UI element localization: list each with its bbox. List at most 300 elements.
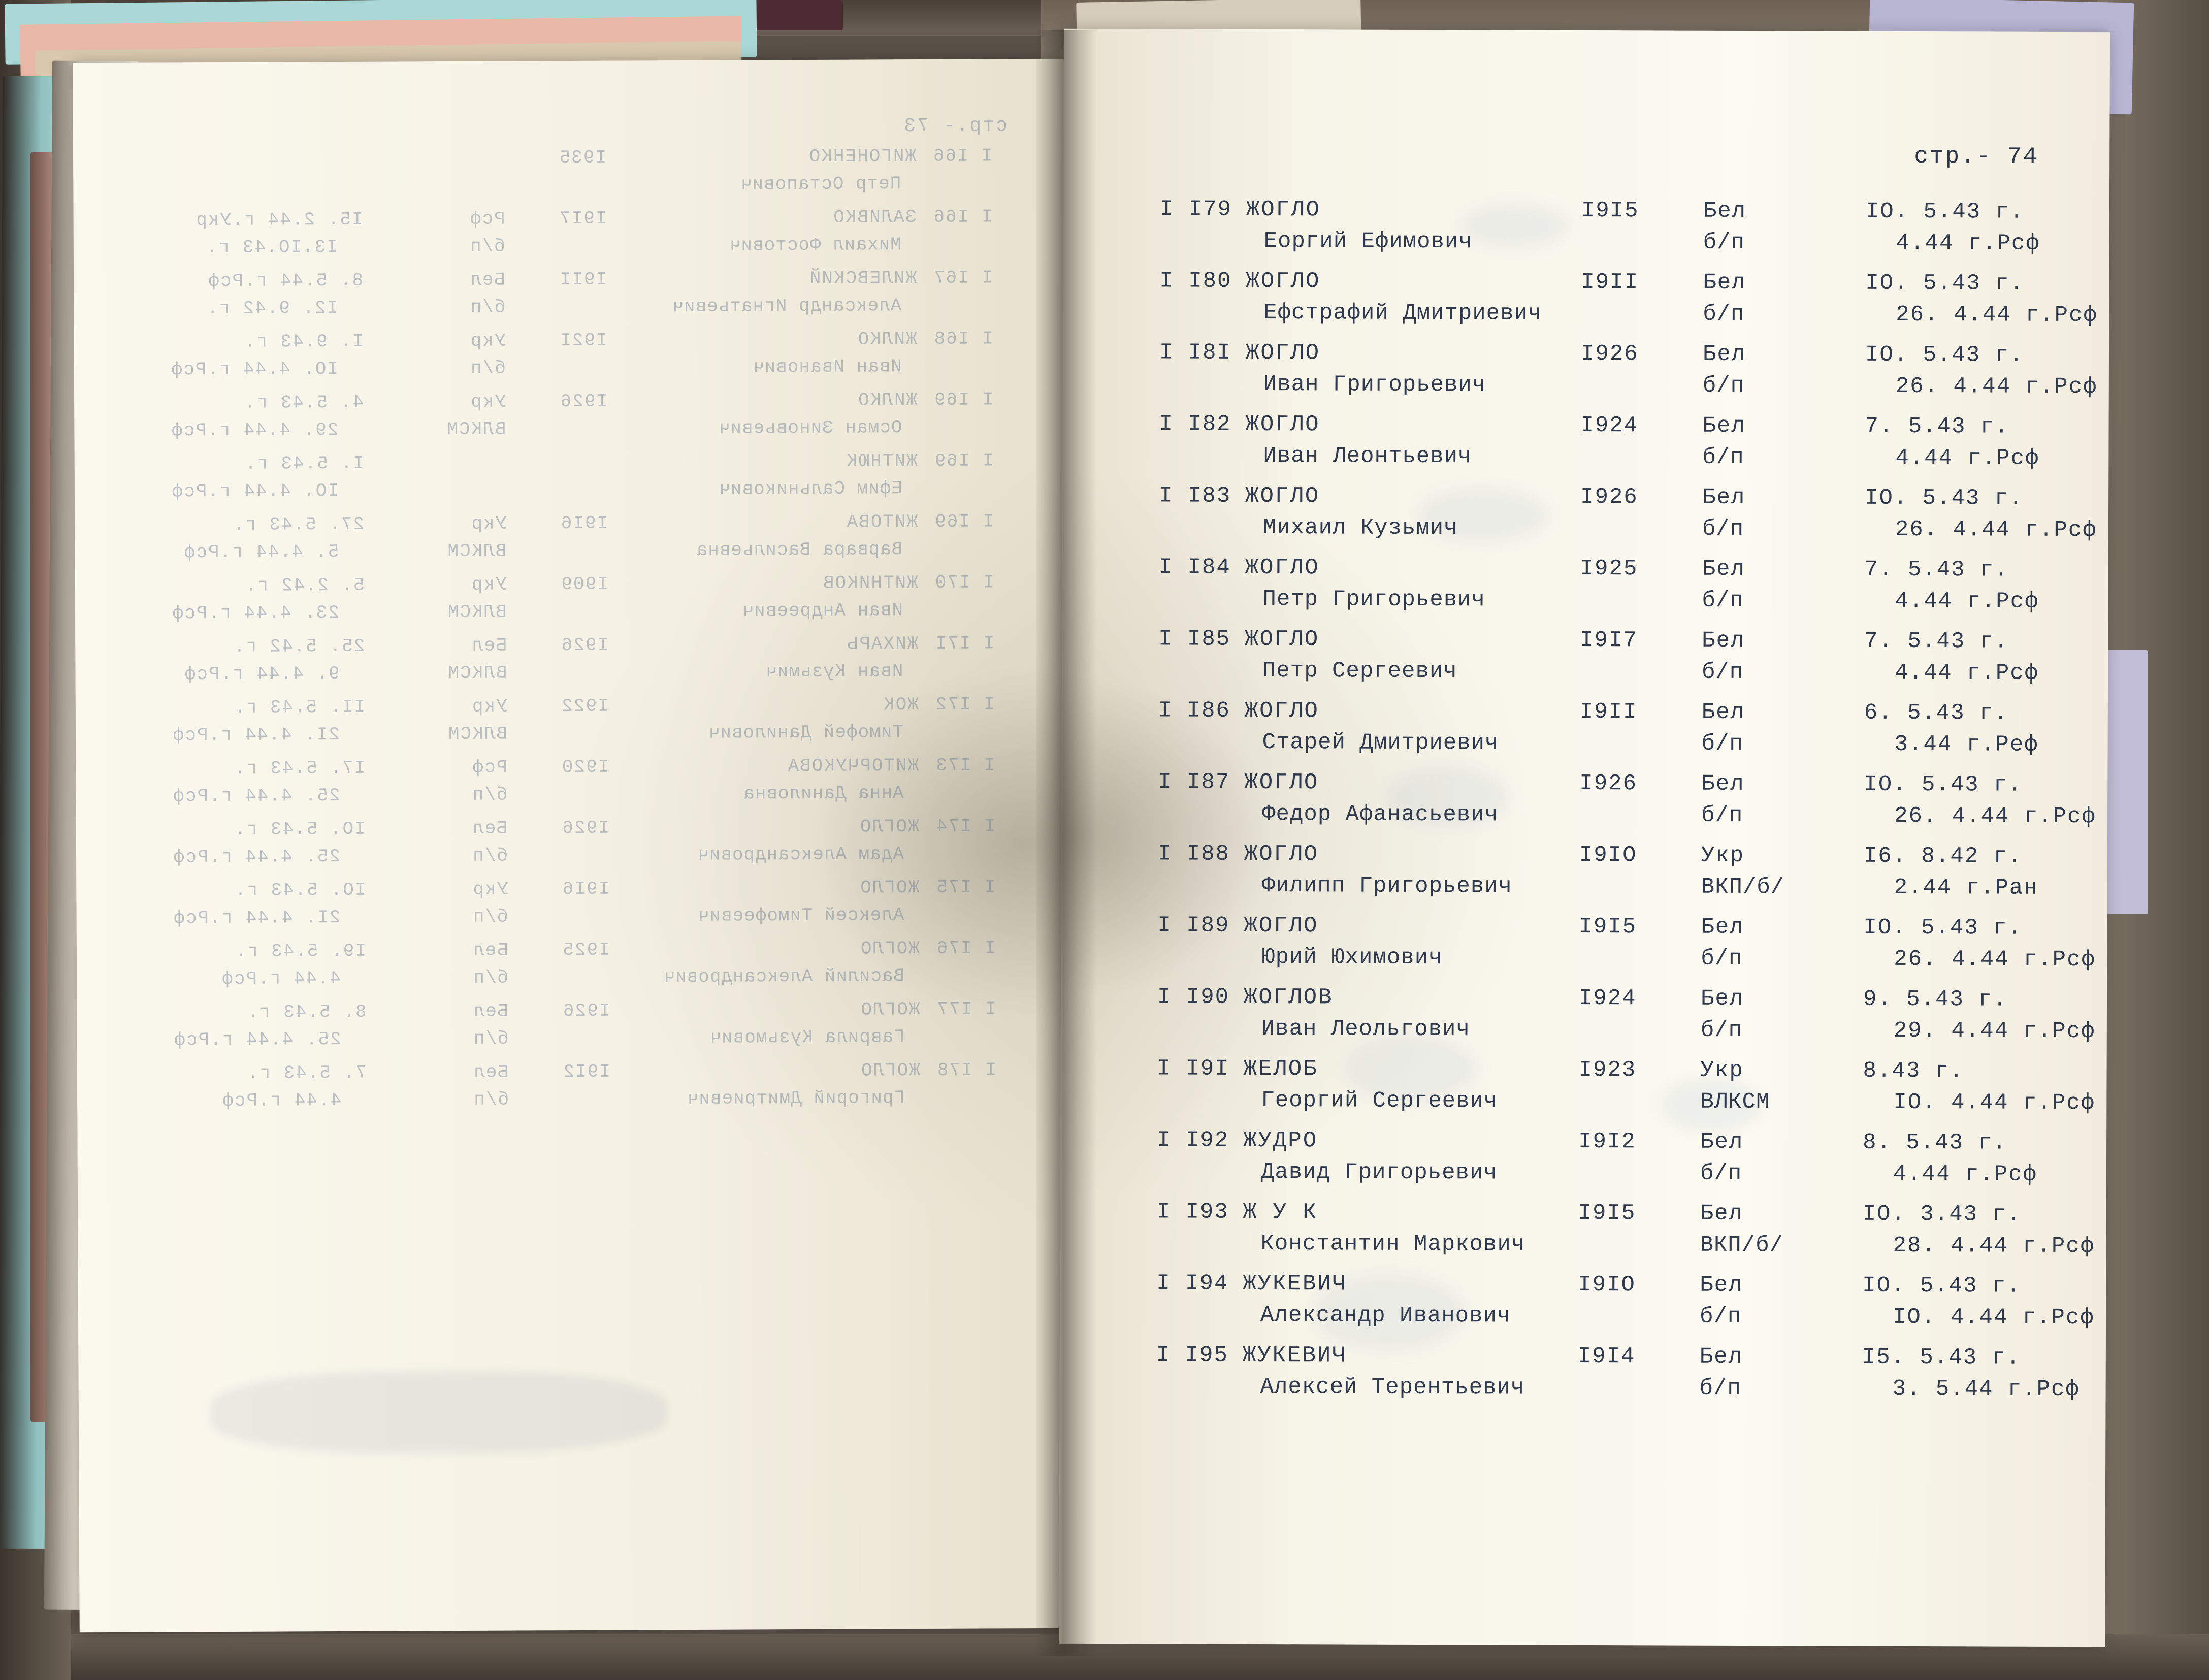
entry-given-name: Ефим Сальникович xyxy=(719,478,903,500)
entry-birth-year: I9I7 xyxy=(1580,627,1638,654)
table-row-showthrough xyxy=(129,206,993,271)
entry-birth-year: I926 xyxy=(559,391,608,412)
entry-given-name: Петр Григорьевич xyxy=(1262,587,1486,613)
entry-line-primary xyxy=(1158,626,2062,661)
entry-surname: ЖОГЛО xyxy=(859,877,920,898)
entry-birth-year: I924 xyxy=(1580,412,1639,439)
entry-number: I I80 xyxy=(1159,268,1232,294)
table-row xyxy=(1160,197,2064,271)
entry-party-status: ВКП/б/ xyxy=(1701,874,1785,900)
entry-birth-year: I9I6 xyxy=(560,512,608,534)
entry-birth-year: I920 xyxy=(561,756,609,778)
entry-date-primary: IO. 5.43 г. xyxy=(1865,199,2025,225)
entry-date-secondary: 4.44 г.Рсф xyxy=(1896,230,2040,256)
table-row xyxy=(1159,411,2063,486)
entry-party-status: б/п xyxy=(1701,659,1744,685)
entry-party-status: ВЛКСМ xyxy=(447,723,508,745)
entry-party-status: б/п xyxy=(469,358,506,379)
entry-surname: ЖОГЛО xyxy=(1246,197,1321,223)
entry-party-status: б/п xyxy=(1699,1375,1741,1401)
entry-party-status: ВЛКСМ xyxy=(1700,1089,1770,1115)
entry-date-primary: 7. 5.43 г. xyxy=(1865,413,2009,440)
table-row-showthrough xyxy=(133,938,996,1002)
entry-party-status: б/п xyxy=(1702,444,1744,470)
table-row-showthrough xyxy=(129,267,993,332)
entry-date-secondary: 26. 4.44 г.Рсф xyxy=(1895,516,2097,543)
entry-number: I I67 xyxy=(933,267,993,288)
entry-given-name: Георгий Сергеевич xyxy=(1261,1088,1498,1114)
entry-line-primary xyxy=(1160,197,2064,231)
left-page xyxy=(73,59,1075,1633)
entry-surname: ЖОГЛО xyxy=(859,816,919,837)
table-row-showthrough xyxy=(130,389,994,454)
table-row-showthrough xyxy=(133,998,996,1063)
table-row-showthrough xyxy=(133,1059,997,1124)
table-row-showthrough xyxy=(132,694,995,758)
entry-number: I I79 xyxy=(1159,197,1232,222)
entry-nationality: Укр xyxy=(1700,1057,1744,1083)
entry-number: I I82 xyxy=(1159,411,1231,437)
entry-surname: ЖЕЛОБ xyxy=(1243,1056,1318,1082)
entry-line-secondary xyxy=(1156,1374,2080,1408)
entry-birth-year: I9I6 xyxy=(561,878,610,900)
left-page-entry-list xyxy=(129,145,996,1124)
entry-birth-year: I9I2 xyxy=(1578,1128,1636,1155)
entry-line-secondary xyxy=(1156,1302,2095,1337)
entry-party-status: б/п xyxy=(1699,1304,1742,1330)
entry-date-secondary: 4.44 г.Рсф xyxy=(221,968,341,990)
entry-birth-year: I926 xyxy=(562,1000,610,1022)
entry-date-primary: I. 5.43 г. xyxy=(244,453,364,474)
entry-birth-year: I9I5 xyxy=(1581,198,1639,224)
entry-date-primary: II. 5.43 г. xyxy=(233,696,365,718)
entry-nationality: Бел xyxy=(1700,1201,1743,1226)
entry-surname: ЖИТНЮК xyxy=(845,450,918,472)
entry-line-primary xyxy=(1157,1199,2061,1234)
entry-nationality: Бел xyxy=(1701,699,1745,725)
entry-date-primary: IO. 5.43 г. xyxy=(1865,270,2024,297)
entry-nationality: Бел xyxy=(1700,1129,1744,1155)
entry-given-name: Тимофей Данилович xyxy=(708,722,904,744)
entry-line-secondary xyxy=(1158,729,2062,764)
entry-number: I I93 xyxy=(1156,1199,1229,1225)
entry-line-primary-showthrough xyxy=(129,206,993,238)
entry-nationality: Бел xyxy=(471,818,508,839)
table-row-showthrough xyxy=(131,572,995,636)
entry-surname: ЖОГЛОВ xyxy=(1243,984,1334,1011)
entry-date-primary: IO. 5.43 г. xyxy=(1862,1273,2021,1299)
table-row xyxy=(1158,841,2062,916)
entry-line-secondary-showthrough xyxy=(132,721,995,753)
entry-number: I I7I xyxy=(934,633,995,654)
entry-surname: ЖИЛКО xyxy=(857,329,917,350)
entry-surname: ЖОГЛО xyxy=(1244,913,1319,939)
entry-date-secondary: 28. 4.44 г.Рсф xyxy=(1893,1233,2095,1259)
table-row xyxy=(1157,1127,2061,1202)
entry-line-primary-showthrough xyxy=(130,328,993,360)
table-row-showthrough xyxy=(130,328,994,393)
entry-birth-year: I9II xyxy=(559,269,607,290)
entry-number: I I90 xyxy=(1157,984,1230,1010)
entry-surname: ЗАЛИВКО xyxy=(832,207,917,228)
entry-line-primary xyxy=(1156,1342,2060,1377)
entry-line-primary-showthrough xyxy=(130,389,993,421)
entry-nationality: Бел xyxy=(1701,914,1744,940)
entry-number: I I89 xyxy=(1157,913,1230,939)
entry-nationality: Бел xyxy=(1703,270,1746,296)
entry-date-secondary: 25. 4.44 г.Рсф xyxy=(172,846,341,868)
entry-nationality: Укр xyxy=(471,696,507,717)
entry-party-status: ВЛКСМ xyxy=(446,418,506,440)
entry-line-secondary-showthrough xyxy=(130,416,993,448)
entry-given-name: Иван Иванович xyxy=(752,356,902,378)
entry-date-secondary: 4.44 г.Рсф xyxy=(221,1090,342,1112)
entry-party-status: ВЛКСМ xyxy=(446,540,507,562)
table-row-showthrough xyxy=(132,816,996,880)
left-page-number: стр.- 73 xyxy=(902,115,1008,138)
entry-nationality: Бел xyxy=(1702,628,1745,654)
entry-surname: ЖИГОНЕНКО xyxy=(808,146,917,167)
entry-date-primary: IO. 5.43 г. xyxy=(1865,485,2024,511)
entry-nationality: Бел xyxy=(469,269,506,290)
entry-line-primary-showthrough xyxy=(133,998,996,1030)
entry-date-primary: 25. 5.42 г. xyxy=(233,635,365,657)
entry-line-secondary xyxy=(1156,1231,2095,1265)
entry-surname: ЖИТНИКОВ xyxy=(822,572,918,594)
entry-surname: ЖИТОРЧУКОВА xyxy=(787,755,919,777)
entry-line-primary xyxy=(1159,411,2063,446)
entry-nationality: Бел xyxy=(473,1061,509,1083)
entry-line-primary xyxy=(1156,1271,2060,1305)
entry-party-status: б/п xyxy=(1703,230,1745,255)
entry-number: I I68 xyxy=(933,328,993,349)
entry-date-secondary: IO. 4.44 г.Рсф xyxy=(1892,1304,2095,1331)
entry-nationality: Укр xyxy=(472,879,508,900)
entry-given-name: Александр Иванович xyxy=(1260,1303,1511,1329)
table-row xyxy=(1158,698,2062,772)
entry-given-name: Петр Остапович xyxy=(740,173,901,195)
entry-birth-year: I9I5 xyxy=(1578,1200,1636,1226)
entry-line-secondary xyxy=(1159,371,2098,406)
entry-date-secondary: 4.44 г.Рсф xyxy=(1893,1161,2038,1187)
entry-birth-year: I925 xyxy=(562,939,610,961)
entry-given-name: Гаврила Кузьмович xyxy=(709,1026,905,1048)
table-row xyxy=(1156,1199,2095,1274)
entry-party-status: б/п xyxy=(1702,373,1745,399)
entry-party-status: б/п xyxy=(1700,1160,1742,1186)
entry-party-status: б/п xyxy=(1702,516,1744,542)
entry-birth-year: I92I xyxy=(559,330,607,351)
entry-date-primary: IO. 3.43 г. xyxy=(1862,1201,2022,1227)
entry-number: I I77 xyxy=(936,998,996,1020)
entry-surname: ЖИЛЕВСКИЙ xyxy=(808,268,917,289)
entry-birth-year: I9I7 xyxy=(559,208,607,230)
entry-line-secondary xyxy=(1157,1159,2061,1193)
entry-party-status: б/п xyxy=(1703,301,1745,327)
entry-given-name: Григорий Дмитриевич xyxy=(687,1087,905,1110)
entry-number: I I75 xyxy=(935,877,996,898)
entry-line-primary-showthrough xyxy=(131,633,994,665)
entry-number: I I88 xyxy=(1157,841,1230,867)
entry-date-primary: 7. 5.43 г. xyxy=(246,1062,367,1084)
entry-surname: ЖОГЛО xyxy=(860,999,920,1020)
entry-line-primary-showthrough xyxy=(132,694,995,726)
page-number: стр.- 74 xyxy=(1914,143,2039,170)
entry-given-name: Алексей Терентьевич xyxy=(1260,1374,1525,1401)
entry-nationality: Бел xyxy=(472,940,508,961)
entry-birth-year: I9I4 xyxy=(1577,1343,1636,1370)
entry-date-secondary: 3. 5.44 г.Рсф xyxy=(1892,1376,2080,1403)
entry-date-secondary: IO. 4.44 г.Рсф xyxy=(170,359,338,380)
entry-birth-year: I924 xyxy=(1578,985,1637,1012)
entry-party-status: б/п xyxy=(1701,802,1743,828)
entry-party-status: б/п xyxy=(471,784,508,805)
entry-nationality: Бел xyxy=(1702,341,1746,367)
entry-date-primary: 8. 5.43 г. xyxy=(1863,1129,2007,1156)
entry-birth-year: I909 xyxy=(560,573,608,595)
table-row xyxy=(1158,769,2096,844)
entry-line-secondary xyxy=(1159,300,2098,334)
entry-nationality: Бел xyxy=(1703,198,1747,224)
entry-given-name: Иван Леонтьевич xyxy=(1263,443,1472,470)
entry-date-secondary: 4.44 г.Рсф xyxy=(1895,588,2039,615)
entry-birth-year: I9I2 xyxy=(562,1061,611,1083)
entry-date-primary: 27. 5.43 г. xyxy=(232,513,365,535)
entry-surname: ЖОГЛО xyxy=(1245,555,1320,581)
entry-number: I I86 xyxy=(1158,698,1230,724)
entry-date-secondary: 25. 4.44 г.Рсф xyxy=(172,785,340,807)
entry-line-primary xyxy=(1157,1056,2061,1090)
entry-birth-year: I9II xyxy=(1581,269,1639,296)
entry-given-name: Давид Григорьевич xyxy=(1260,1159,1498,1186)
entry-line-secondary xyxy=(1157,1016,2096,1050)
entry-date-primary: IO. 5.43 г. xyxy=(1865,342,2024,368)
entry-party-status: б/п xyxy=(472,1028,509,1049)
entry-nationality: Бел xyxy=(1699,1344,1743,1370)
entry-nationality: Укр xyxy=(470,391,506,412)
entry-surname: Ж У К xyxy=(1243,1199,1318,1225)
entry-date-primary: 8. 5.43 г. xyxy=(246,1001,367,1023)
entry-surname: ЖУКЕВИЧ xyxy=(1242,1342,1347,1369)
entry-nationality: Бел xyxy=(1701,771,1745,797)
table-row xyxy=(1158,555,2062,629)
entry-party-status: б/п xyxy=(472,845,508,866)
entry-line-primary xyxy=(1158,698,2062,732)
entry-birth-year: I926 xyxy=(1580,484,1638,510)
table-row-showthrough xyxy=(132,755,995,819)
entry-date-secondary: 3.44 г.Реф xyxy=(1894,731,2039,758)
entry-number: I I84 xyxy=(1158,555,1231,580)
entry-number: I I69 xyxy=(933,389,994,410)
left-page-showthrough-text xyxy=(73,59,1075,1633)
entry-surname: ЖУДРО xyxy=(1243,1127,1318,1154)
entry-birth-year: I926 xyxy=(561,817,609,839)
table-row xyxy=(1156,1342,2080,1417)
entry-date-primary: 9. 5.43 г. xyxy=(1863,986,2008,1013)
table-row-showthrough xyxy=(131,633,995,697)
table-row xyxy=(1156,1271,2095,1345)
entry-surname: ЖОГЛО xyxy=(1245,626,1320,653)
entry-line-secondary xyxy=(1160,228,2064,263)
entry-given-name: Ефстрафий Дмитриевич xyxy=(1263,300,1542,327)
entry-date-primary: 5. 2.42 г. xyxy=(244,574,365,596)
entry-surname: ЖОГЛО xyxy=(1245,340,1321,366)
entry-number: I I87 xyxy=(1158,769,1230,795)
entry-birth-year: I9I5 xyxy=(1579,914,1637,940)
entry-date-secondary: 4.44 г.Рсф xyxy=(1895,445,2040,471)
entry-date-secondary: IO. 4.44 г.Рсф xyxy=(171,480,339,502)
entry-given-name: Михаил Фостович xyxy=(729,234,901,256)
entry-number: I I74 xyxy=(935,816,995,837)
entry-date-secondary: 23. 4.44 г.Рсф xyxy=(171,602,340,624)
entry-nationality: Бел xyxy=(1702,556,1745,582)
entry-line-primary-showthrough xyxy=(131,511,994,543)
entry-given-name: Федор Афанасьевич xyxy=(1262,801,1499,828)
entry-date-secondary: 26. 4.44 г.Рсф xyxy=(1894,946,2096,973)
entry-number: I I94 xyxy=(1156,1271,1229,1297)
entry-surname: ЖОГЛО xyxy=(1245,483,1320,509)
entry-number: I I78 xyxy=(936,1059,997,1081)
entry-line-secondary xyxy=(1159,443,2063,477)
entry-birth-year: I923 xyxy=(1578,1057,1637,1083)
entry-date-secondary: 25. 4.44 г.Рсф xyxy=(173,1029,341,1051)
entry-surname: ЖОГЛО xyxy=(1246,268,1321,295)
entry-nationality: Бел xyxy=(472,1000,509,1022)
entry-nationality: Укр xyxy=(1701,843,1745,868)
entry-date-primary: 6. 5.43 г. xyxy=(1864,700,2008,726)
entry-line-primary-showthrough xyxy=(131,450,994,482)
entry-date-primary: IO. 5.43 г. xyxy=(1864,771,2023,798)
entry-date-primary: I. 9.43 г. xyxy=(243,331,364,352)
entry-line-secondary xyxy=(1157,944,2096,979)
entry-given-name: Петр Сергеевич xyxy=(1262,658,1457,685)
entry-line-primary xyxy=(1158,769,2062,804)
entry-line-secondary-showthrough xyxy=(131,599,994,631)
entry-given-name: Анна Даниловна xyxy=(743,783,904,804)
entry-date-primary: IO. 5.43 г. xyxy=(234,879,366,901)
entry-surname: ЖУКЕВИЧ xyxy=(1243,1271,1348,1297)
entry-surname: ЖОГЛО xyxy=(860,1060,921,1081)
entry-given-name: Осман Зиновьевич xyxy=(718,417,902,439)
entry-line-secondary-showthrough xyxy=(130,356,993,387)
entry-surname: ЖИЛКО xyxy=(857,390,918,411)
entry-party-status: ВЛКСМ xyxy=(446,601,507,623)
entry-number: I I9I xyxy=(1157,1056,1229,1082)
entry-date-secondary: 2.44 г.Ран xyxy=(1894,875,2038,901)
entry-surname: ЖОГЛО xyxy=(1244,841,1319,867)
entry-date-primary: IO. 5.43 г. xyxy=(234,818,366,840)
right-page-text xyxy=(1059,29,2110,1647)
table-row xyxy=(1157,913,2096,987)
entry-line-secondary-showthrough xyxy=(132,782,995,814)
entry-birth-year: I9II xyxy=(1579,699,1638,725)
entry-party-status: б/п xyxy=(472,967,509,988)
entry-list xyxy=(1156,197,2098,1417)
entry-given-name: Иван Григорьевич xyxy=(1263,372,1486,398)
entry-party-status: б/п xyxy=(1701,731,1743,757)
entry-date-primary: 8. 5.44 г.Рсф xyxy=(207,270,364,292)
entry-line-primary-showthrough xyxy=(132,816,995,848)
entry-given-name: Филипп Григорьевич xyxy=(1261,873,1513,899)
entry-line-primary xyxy=(1159,340,2063,374)
entry-given-name: Михаил Кузьмич xyxy=(1262,515,1458,541)
entry-line-primary-showthrough xyxy=(133,938,996,970)
entry-number: I I76 xyxy=(935,938,996,959)
entry-nationality: Бел xyxy=(1700,986,1744,1012)
entry-date-secondary: I2. 9.42 г. xyxy=(206,298,338,319)
entry-given-name: Иван Андреевич xyxy=(742,600,903,622)
entry-nationality: Бел xyxy=(471,635,507,656)
entry-number: I I70 xyxy=(934,572,994,593)
entry-date-secondary: 4.44 г.Рсф xyxy=(1894,660,2039,686)
entry-party-status: б/п xyxy=(1701,946,1743,972)
entry-line-primary xyxy=(1159,555,2063,589)
entry-line-primary xyxy=(1157,1127,2061,1162)
entry-line-primary-showthrough xyxy=(131,572,994,604)
entry-nationality: Рсф xyxy=(469,208,505,230)
entry-line-secondary-showthrough xyxy=(131,538,994,570)
entry-date-secondary: 2I. 4.44 г.Рсф xyxy=(172,724,340,746)
entry-line-secondary-showthrough xyxy=(129,234,993,266)
entry-surname: ЖОК xyxy=(882,694,919,716)
entry-date-primary: I5. 2.44 г.Укр xyxy=(195,209,363,231)
entry-number: I I95 xyxy=(1156,1342,1228,1368)
entry-line-primary xyxy=(1157,913,2061,947)
entry-date-secondary: 29. 4.44 г.Рсф xyxy=(170,419,339,441)
entry-birth-year: I935 xyxy=(558,147,607,169)
table-row xyxy=(1159,268,2098,343)
entry-party-status: б/п xyxy=(472,906,508,927)
right-page xyxy=(1059,29,2110,1647)
entry-number: I I72 xyxy=(934,694,995,715)
entry-party-status: б/п xyxy=(1700,1017,1743,1043)
entry-nationality: Укр xyxy=(469,330,506,351)
entry-line-secondary-showthrough xyxy=(129,295,993,327)
entry-date-secondary: 26. 4.44 г.Рсф xyxy=(1896,302,2098,329)
entry-given-name: Еоргий Ефимович xyxy=(1263,229,1473,255)
entry-birth-year: I922 xyxy=(561,695,609,717)
entry-date-primary: I7. 5.43 г. xyxy=(233,757,366,779)
entry-given-name: Адам Александрович xyxy=(697,844,904,865)
entry-date-secondary: 9. 4.44 г.Рсф xyxy=(183,663,340,685)
entry-surname: ЖИТОВА xyxy=(846,511,918,533)
entry-number: I I66 xyxy=(932,206,993,228)
entry-party-status: б/п xyxy=(469,297,506,318)
entry-nationality: Бел xyxy=(1700,1272,1743,1298)
entry-given-name: Варвара Васильевна xyxy=(696,539,903,561)
entry-number: I I69 xyxy=(934,511,994,532)
entry-line-secondary xyxy=(1158,658,2062,692)
entry-date-secondary: 26. 4.44 г.Рсф xyxy=(1894,803,2096,830)
entry-number: I I69 xyxy=(933,450,994,471)
entry-number: I I92 xyxy=(1157,1127,1229,1153)
entry-given-name: Юрий Юхимович xyxy=(1261,945,1443,971)
entry-line-primary-showthrough xyxy=(132,877,995,909)
entry-number: I I66 xyxy=(932,145,993,167)
entry-date-secondary: 2I. 4.44 г.Рсф xyxy=(173,907,341,929)
entry-line-secondary-showthrough xyxy=(131,660,994,692)
entry-nationality: Бел xyxy=(1702,484,1746,510)
entry-birth-year: I9IO xyxy=(1579,842,1637,868)
entry-line-secondary xyxy=(1158,801,2096,835)
entry-number: I I83 xyxy=(1159,483,1231,509)
table-row-showthrough xyxy=(131,511,994,575)
table-row-showthrough xyxy=(132,877,996,941)
entry-party-status: ВКП/б/ xyxy=(1700,1232,1783,1258)
entry-line-secondary xyxy=(1157,1087,2096,1122)
entry-given-name: Алексей Тимофеевич xyxy=(697,904,904,926)
entry-given-name: Александр Игнатьевич xyxy=(672,295,902,317)
